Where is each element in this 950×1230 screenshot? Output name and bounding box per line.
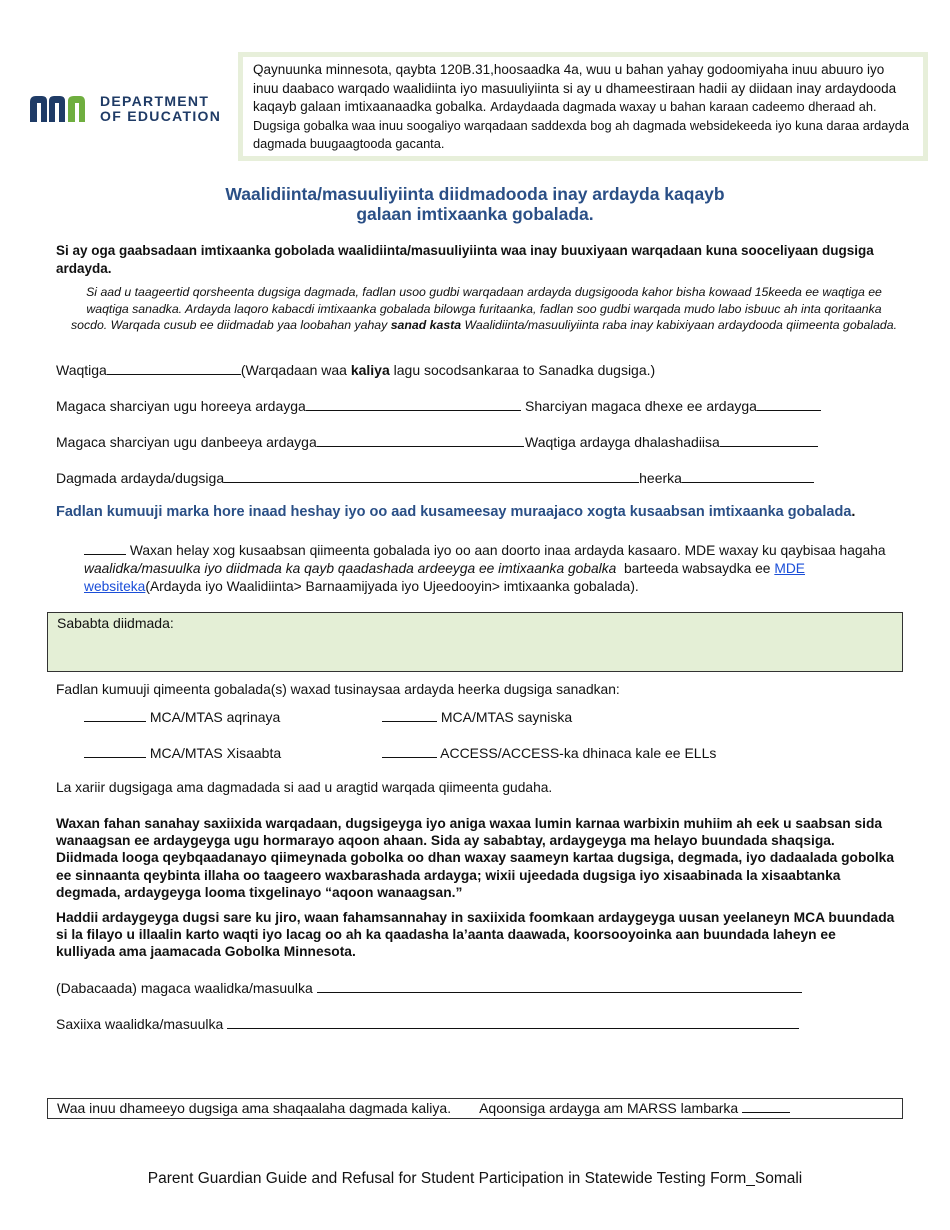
submission-note-text: Si aad u taageertid qorsheenta dugsiga dagmada, fadlan usoo gudbi warqadaan ardayda dugsigooda kahor bisha kowaad 15keeda ee waqtiga ee waqtiga sanadka. Ardayda laqoro kabacdi imtixaanka gobalada bilowga furitaanka, fadlan soo gudbi warqada mudo labo isbuuc ah inta qoritaanka socdo. Warqada cusub ee diidmadab yaa loobahan yahay <box>70 285 882 332</box>
grade-label: heerka <box>639 470 682 486</box>
test-option-reading <box>84 708 280 726</box>
submission-note-text-end: Waalidiinta/masuuliyiinta raba inay kabixiyaan ardaydooda qiimeenta gobalada. <box>464 318 898 332</box>
form-title-line2: galaan imtixaanka gobalada. <box>356 204 594 224</box>
district-label: Dagmada ardayda/dugsiga <box>56 470 225 486</box>
test-option-access <box>382 744 716 762</box>
first-name-label: Magaca sharciyan ugu horeeya ardayga <box>56 398 306 414</box>
legal-notice-box <box>238 52 928 161</box>
test-reading-line[interactable] <box>84 708 146 722</box>
date-note: (Warqadaan waa kaliya lagu socodsankaraa to Sanadka dugsiga.) <box>240 362 656 378</box>
contact-note: La xariir dugsigaga ama dagmadada si aad u aragtid warqada qiimeenta gudaha. <box>56 780 553 795</box>
submission-note-emphasis: sanad kasta <box>390 318 462 332</box>
test-science-label: MCA/MTAS sayniska <box>440 709 573 725</box>
form-title-line1: Waalidiinta/masuuliyiinta diidmadooda inay ardayda kaqayb <box>225 184 725 204</box>
last-name-label: Magaca sharciyan ugu danbeeya ardayga <box>56 434 317 450</box>
acknowledgement-checkbox-line[interactable] <box>84 541 126 555</box>
birthdate-row <box>525 433 818 451</box>
printed-name-label: (Dabacaada) magaca waalidka/masuulka <box>56 980 313 996</box>
submission-note <box>70 284 898 334</box>
legal-notice-text: Qaynuunka minnesota, qaybta 120B.31,hoosaadka 4a, wuu u bahan yahay godoomiyaha inuu abuuro iyo inuu daabaco warqado waalidiinta iyo masuuliyiinta si ay u dhameestiraan hadii ay diidaan inay ardaydooda kaqayb galaan imtixaanaadka gobalka. <box>253 62 897 114</box>
minnesota-logo-icon <box>28 94 94 124</box>
last-name-field[interactable] <box>317 433 524 447</box>
office-use-box <box>47 1098 903 1119</box>
date-label: Waqtiga <box>56 362 107 378</box>
grade-field[interactable] <box>682 469 814 483</box>
test-access-line[interactable] <box>382 744 437 758</box>
signature-label: Saxiixa waalidka/masuulka <box>56 1016 224 1032</box>
district-field[interactable] <box>224 469 639 483</box>
marss-field[interactable] <box>742 1099 790 1113</box>
marss-label: Aqoonsiga ardayga am MARSS lambarka <box>479 1100 739 1116</box>
refusal-reason-label: Sababta diidmada: <box>57 615 174 631</box>
middle-name-label: Sharciyan magaca dhexe ee ardayga <box>525 398 757 414</box>
office-use-label: Waa inuu dhameeyo dugsiga ama shaqaalaha dagmada kaliya. <box>57 1100 452 1116</box>
high-school-paragraph: Haddii ardaygeyga dugsi sare ku jiro, waan fahamsannahay in saxiixida foomkaan ardaygeyga uusan yeelaneyn MCA buundada si la filayo u illaalin karto waqti iyo lacag oo ah ka qaadasha la’aanta daawada, koorsooyoinka aan buundada laheyn ee kulliyada ama jaamacada Gobolka Minnesota. <box>56 910 895 960</box>
form-title <box>0 184 950 224</box>
acknowledgement-paragraph: Waxan helay xog kusaabsan qiimeenta gobalada iyo oo aan doorto inaa ardayda kasaaro. MDE waxay ku qaybisaa hagaha waalidka/masuulka iyo diidmada ka qayb qaadashada ardeeyga ee imtixaanka gobalka barteeda wabsaydka ee MDE websiteka(Ardayda iyo Waalidiinta> Barnaamijyada iyo Ujeedooyin> imtixaanka gobalada). <box>84 543 886 594</box>
test-access-label: ACCESS/ACCESS-ka dhinaca kale ee ELLs <box>440 745 717 761</box>
date-field[interactable] <box>107 361 241 375</box>
consequences-paragraph: Waxan fahan sanahay saxiixida warqadaan, dugsigeyga iyo aniga waxaa lumin karnaa warbixin muhiim ah eek u saabsan sida wanaagsan ee ardaygeyga ugu hormarayo aqoon ahaan. Sida ay sababtay, ardaygeyga ma helayo buundada shaqsiga. Diidmada looga qeybqaadanayo qiimeynada gobolka oo dhan waxay saameyn kartaa dugsiga, degmada, iyo dadaalada gobolka ee sinnaanta qeybinta illaha oo taageero waxbarashada ardayga; wixii ujeedada dugsiga iyo xisaabinada la xisaabtanka degmada, ardaygeyga looma tixgelinayo “aqoon wanaagsan.” <box>56 816 895 900</box>
first-name-field[interactable] <box>306 397 521 411</box>
test-math-label: MCA/MTAS Xisaabta <box>149 745 282 761</box>
legal-notice-text-small: Ardaydaada dagmada waxay u bahan karaan cadeemo dheraad ah. Dugsiga gobalka waa inuu soogaliyo warqadaan saddexda bog ah dagmada websidekeeda iyo kuna daraa ardayda dagmada buugaagtooda gacanta. <box>253 99 909 151</box>
last-name-row <box>56 433 524 451</box>
tests-prompt: Fadlan kumuuji qimeenta gobalada(s) waxad tusinaysaa ardayda heerka dugsiga sanadkan: <box>56 682 620 697</box>
logo-text-education: OF EDUCATION <box>100 108 222 124</box>
first-name-row <box>56 397 521 415</box>
birthdate-label: Waqtiga ardayga dhalashadiisa <box>525 434 720 450</box>
footer-form-name: Parent Guardian Guide and Refusal for Student Participation in Statewide Testing Form_Somali <box>147 1170 803 1187</box>
guide-title: waalidka/masuulka iyo diidmada ka qayb qaadashada ardeeyga ee imtixaanka gobalka <box>84 560 617 576</box>
test-science-line[interactable] <box>382 708 437 722</box>
printed-name-row <box>56 979 802 997</box>
test-reading-label: MCA/MTAS aqrinaya <box>149 709 281 725</box>
printed-name-field[interactable] <box>317 979 802 993</box>
signature-row <box>56 1015 799 1033</box>
birthdate-field[interactable] <box>720 433 818 447</box>
date-row <box>56 361 655 379</box>
middle-name-row <box>525 397 821 415</box>
intro-instruction: Si ay oga gaabsadaan imtixaanka gobolada waalidiinta/masuuliyiinta waa inay buuxiyaan warqadaan kuna sooceliyaan dugsiga ardayda. <box>56 243 874 276</box>
middle-name-field[interactable] <box>757 397 821 411</box>
review-heading: Fadlan kumuuji marka hore inaad heshay iyo oo aad kusameesay muraajaco xogta kusaabsan imtixaanka gobalada. <box>56 504 856 520</box>
signature-field[interactable] <box>227 1015 799 1029</box>
test-math-line[interactable] <box>84 744 146 758</box>
district-row <box>56 469 814 487</box>
mde-website-link[interactable]: MDE websiteka <box>84 560 805 594</box>
test-option-math <box>84 744 281 762</box>
logo-text-department: DEPARTMENT <box>100 93 210 109</box>
test-option-science <box>382 708 572 726</box>
mde-logo <box>28 92 238 126</box>
refusal-reason-box[interactable] <box>47 612 903 672</box>
